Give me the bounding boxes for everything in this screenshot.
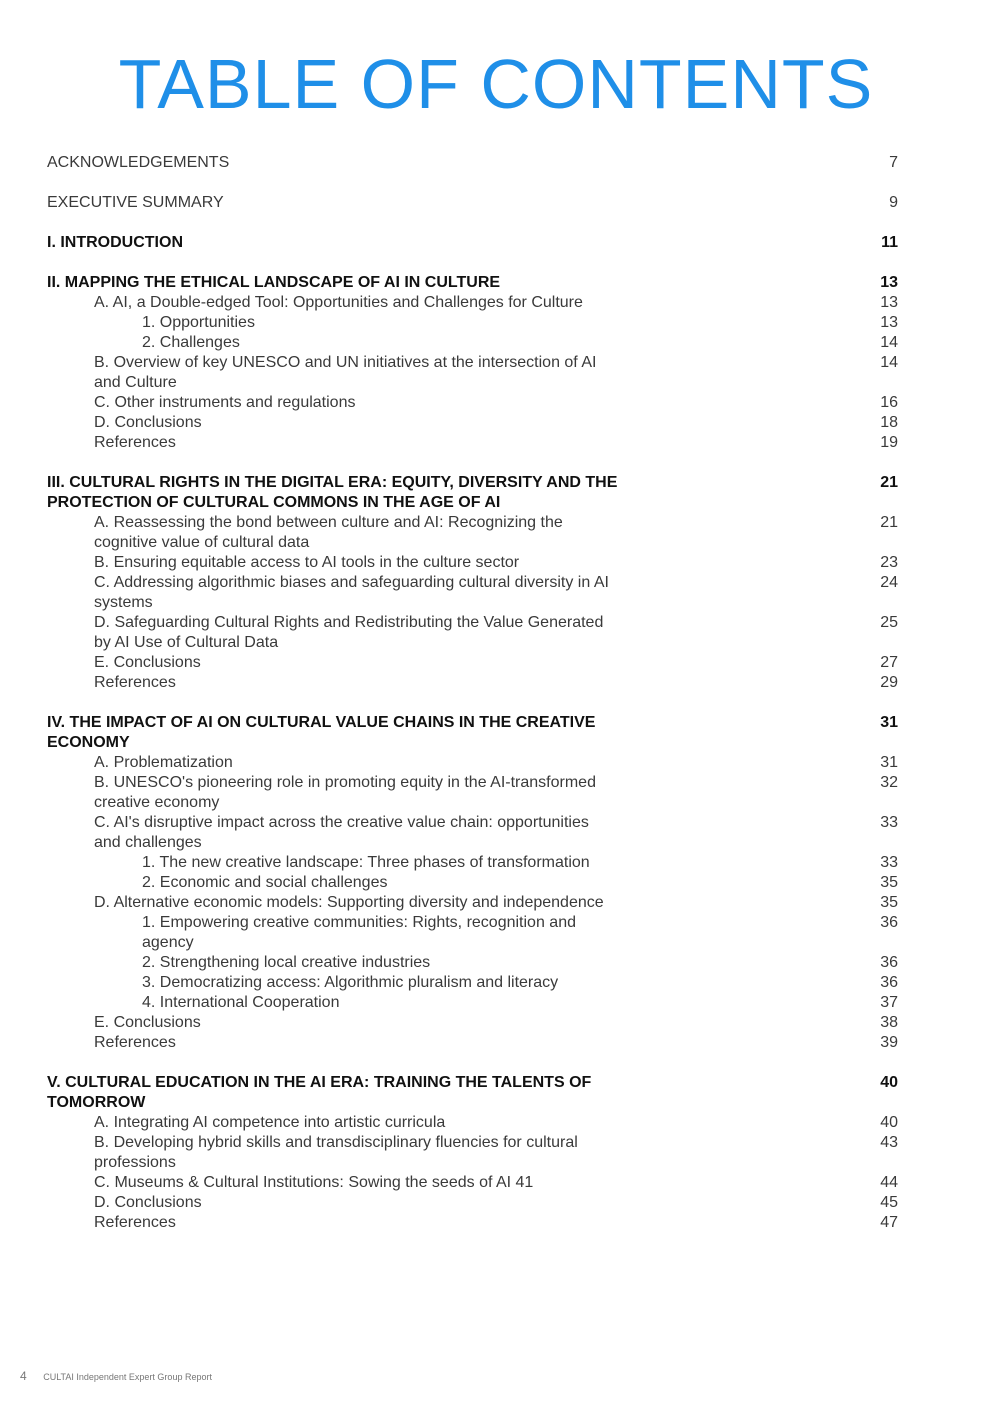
- toc-entry-text: A. Problematization: [94, 754, 233, 771]
- toc-entry[interactable]: [47, 813, 898, 853]
- toc-page-number: 14: [880, 334, 898, 351]
- toc-entry[interactable]: [47, 553, 898, 573]
- toc-page-number: 16: [880, 394, 898, 411]
- toc-page-number: 14: [880, 354, 898, 371]
- toc-entry[interactable]: [47, 473, 898, 513]
- toc-entry-title: [47, 953, 807, 973]
- toc-entry[interactable]: [47, 433, 898, 453]
- toc-entry[interactable]: [47, 1013, 898, 1033]
- toc-entry[interactable]: [47, 233, 898, 253]
- toc-entry-text: agency: [142, 934, 194, 951]
- toc-entry[interactable]: [47, 1113, 898, 1133]
- toc-entry[interactable]: [47, 913, 898, 953]
- toc-section: [47, 713, 898, 1053]
- toc-entry-title: [47, 673, 807, 693]
- toc-entry[interactable]: [47, 573, 898, 613]
- toc-page-number: 27: [880, 654, 898, 671]
- toc-page-number: 21: [880, 474, 898, 491]
- footer-report-title: CULTAI Independent Expert Group Report: [43, 1372, 212, 1382]
- toc-entry[interactable]: [47, 353, 898, 393]
- toc-entry-title: [47, 273, 807, 293]
- page-title: TABLE OF CONTENTS: [118, 45, 874, 123]
- toc-entry-title: [47, 473, 807, 513]
- toc-entry-text: 1. Empowering creative communities: Rights, recognition and: [142, 914, 576, 931]
- toc-entry-title: [47, 393, 807, 413]
- toc-entry[interactable]: [47, 1133, 898, 1173]
- toc-page-number: 23: [880, 554, 898, 571]
- toc-entry-title: [47, 313, 807, 333]
- toc-entry[interactable]: [47, 753, 898, 773]
- toc-entry-title: [47, 913, 807, 953]
- toc-page-number: 45: [880, 1194, 898, 1211]
- toc-entry[interactable]: [47, 973, 898, 993]
- toc-page-number: 38: [880, 1014, 898, 1031]
- toc-entry-text: References: [94, 1214, 176, 1231]
- toc-page-number: 40: [880, 1114, 898, 1131]
- toc-entry-text: C. Other instruments and regulations: [94, 394, 356, 411]
- toc-entry-text: creative economy: [94, 794, 220, 811]
- page-footer: [20, 1369, 212, 1383]
- toc-entry-text: ECONOMY: [47, 734, 130, 751]
- toc-entry-text: D. Alternative economic models: Supporting diversity and independence: [94, 894, 604, 911]
- toc-page-number: 25: [880, 614, 898, 631]
- table-of-contents: [47, 153, 898, 1253]
- toc-entry-text: 2. Economic and social challenges: [142, 874, 388, 891]
- toc-entry-title: [47, 973, 807, 993]
- toc-entry-text: 1. The new creative landscape: Three phases of transformation: [142, 854, 590, 871]
- toc-entry[interactable]: [47, 313, 898, 333]
- toc-entry-title: [47, 1073, 807, 1113]
- toc-page-number: 37: [880, 994, 898, 1011]
- toc-entry[interactable]: [47, 613, 898, 653]
- toc-entry-text: References: [94, 434, 176, 451]
- toc-entry-text: References: [94, 1034, 176, 1051]
- toc-entry[interactable]: [47, 273, 898, 293]
- toc-entry-text: B. UNESCO's pioneering role in promoting equity in the AI-transformed: [94, 774, 596, 791]
- toc-entry[interactable]: [47, 993, 898, 1013]
- toc-page-number: 43: [880, 1134, 898, 1151]
- toc-entry-text: professions: [94, 1154, 176, 1171]
- toc-entry[interactable]: [47, 873, 898, 893]
- toc-entry-text: and challenges: [94, 834, 202, 851]
- toc-entry[interactable]: [47, 513, 898, 553]
- toc-entry[interactable]: [47, 1213, 898, 1233]
- toc-page-number: 36: [880, 954, 898, 971]
- toc-entry-title: [47, 853, 807, 873]
- toc-entry-text: B. Overview of key UNESCO and UN initiatives at the intersection of AI: [94, 354, 597, 371]
- toc-entry-text: ACKNOWLEDGEMENTS: [47, 154, 230, 171]
- toc-page-number: 18: [880, 414, 898, 431]
- toc-entry-text: III. CULTURAL RIGHTS IN THE DIGITAL ERA: EQUITY, DIVERSITY AND THE: [47, 474, 618, 491]
- toc-entry-title: [47, 1013, 807, 1033]
- toc-entry-title: [47, 773, 807, 813]
- toc-entry-text: C. Addressing algorithmic biases and safeguarding cultural diversity in AI: [94, 574, 609, 591]
- toc-entry[interactable]: [47, 1073, 898, 1113]
- toc-entry-title: [47, 893, 807, 913]
- toc-entry-title: [47, 573, 807, 613]
- toc-entry-title: [47, 613, 807, 653]
- toc-entry-text: E. Conclusions: [94, 654, 201, 671]
- toc-entry-text: A. Reassessing the bond between culture and AI: Recognizing the: [94, 514, 563, 531]
- toc-section: [47, 193, 898, 213]
- toc-entry-text: B. Ensuring equitable access to AI tools in the culture sector: [94, 554, 520, 571]
- toc-entry[interactable]: [47, 1033, 898, 1053]
- toc-entry-text: and Culture: [94, 374, 177, 391]
- toc-page-number: 44: [880, 1174, 898, 1191]
- toc-entry-title: [47, 553, 807, 573]
- toc-page-number: 39: [880, 1034, 898, 1051]
- toc-entry-text: A. Integrating AI competence into artistic curricula: [94, 1114, 446, 1131]
- toc-entry-text: V. CULTURAL EDUCATION IN THE AI ERA: TRAINING THE TALENTS OF: [47, 1074, 592, 1091]
- toc-page-number: 13: [880, 274, 898, 291]
- toc-entry-title: [47, 293, 807, 313]
- toc-entry[interactable]: [47, 653, 898, 673]
- toc-page-number: 19: [880, 434, 898, 451]
- toc-page-number: 32: [880, 774, 898, 791]
- toc-entry-text: C. Museums & Cultural Institutions: Sowing the seeds of AI 41: [94, 1174, 534, 1191]
- toc-entry-text: 4. International Cooperation: [142, 994, 340, 1011]
- toc-page-number: 47: [880, 1214, 898, 1231]
- toc-page-number: 33: [880, 814, 898, 831]
- toc-page-number: 33: [880, 854, 898, 871]
- toc-entry[interactable]: [47, 853, 898, 873]
- toc-entry-text: B. Developing hybrid skills and transdisciplinary fluencies for cultural: [94, 1134, 578, 1151]
- toc-entry-text: C. AI's disruptive impact across the creative value chain: opportunities: [94, 814, 589, 831]
- toc-page-number: 29: [880, 674, 898, 691]
- toc-page-number: 24: [880, 574, 898, 591]
- toc-entry-title: [47, 1173, 807, 1193]
- toc-entry-title: [47, 333, 807, 353]
- toc-page-number: 35: [880, 894, 898, 911]
- toc-section: [47, 233, 898, 253]
- toc-entry-text: systems: [94, 594, 153, 611]
- toc-entry[interactable]: [47, 953, 898, 973]
- toc-entry[interactable]: [47, 673, 898, 693]
- toc-page-number: 7: [889, 154, 898, 171]
- toc-entry-title: [47, 1133, 807, 1173]
- toc-page-number: 31: [880, 754, 898, 771]
- toc-entry-title: [47, 513, 807, 553]
- toc-page-number: 31: [880, 714, 898, 731]
- toc-entry-title: [47, 1213, 807, 1233]
- toc-entry-text: 3. Democratizing access: Algorithmic pluralism and literacy: [142, 974, 559, 991]
- toc-entry-title: [47, 433, 807, 453]
- toc-page-number: 9: [889, 194, 898, 211]
- toc-entry-text: I. INTRODUCTION: [47, 234, 183, 251]
- toc-entry[interactable]: [47, 413, 898, 433]
- toc-page-number: 36: [880, 914, 898, 931]
- toc-entry[interactable]: [47, 1173, 898, 1193]
- toc-entry-title: [47, 813, 807, 853]
- toc-entry-title: [47, 1113, 807, 1133]
- toc-page-number: 40: [880, 1074, 898, 1091]
- toc-entry-text: D. Conclusions: [94, 1194, 202, 1211]
- toc-entry-text: cognitive value of cultural data: [94, 534, 310, 551]
- toc-entry[interactable]: [47, 773, 898, 813]
- toc-section: [47, 153, 898, 173]
- toc-entry-text: D. Conclusions: [94, 414, 202, 431]
- toc-entry-text: TOMORROW: [47, 1094, 146, 1111]
- toc-entry[interactable]: [47, 1193, 898, 1213]
- toc-entry-text: D. Safeguarding Cultural Rights and Redistributing the Value Generated: [94, 614, 604, 631]
- toc-entry-text: 1. Opportunities: [142, 314, 255, 331]
- toc-section: [47, 273, 898, 453]
- toc-page-number: 35: [880, 874, 898, 891]
- toc-entry-title: [47, 993, 807, 1013]
- toc-entry-title: [47, 413, 807, 433]
- toc-section: [47, 473, 898, 693]
- toc-entry-title: [47, 873, 807, 893]
- toc-entry-text: IV. THE IMPACT OF AI ON CULTURAL VALUE CHAINS IN THE CREATIVE: [47, 714, 596, 731]
- toc-entry-text: 2. Challenges: [142, 334, 240, 351]
- toc-entry-text: E. Conclusions: [94, 1014, 201, 1031]
- toc-entry-text: 2. Strengthening local creative industries: [142, 954, 431, 971]
- toc-entry-text: References: [94, 674, 176, 691]
- toc-page-number: 11: [881, 234, 898, 251]
- toc-entry-title: [47, 713, 807, 753]
- toc-entry[interactable]: [47, 893, 898, 913]
- toc-entry[interactable]: [47, 333, 898, 353]
- toc-entry[interactable]: [47, 293, 898, 313]
- toc-entry-title: [47, 353, 807, 393]
- toc-page-number: 13: [880, 314, 898, 331]
- toc-entry-text: A. AI, a Double-edged Tool: Opportunities and Challenges for Culture: [94, 294, 583, 311]
- toc-entry-title: [47, 193, 807, 213]
- toc-section: [47, 1073, 898, 1233]
- toc-entry-title: [47, 753, 807, 773]
- toc-entry[interactable]: [47, 713, 898, 753]
- toc-entry-title: [47, 653, 807, 673]
- toc-entry-text: PROTECTION OF CULTURAL COMMONS IN THE AGE OF AI: [47, 494, 501, 511]
- toc-entry[interactable]: [47, 153, 898, 173]
- toc-entry-text: by AI Use of Cultural Data: [94, 634, 279, 651]
- toc-entry[interactable]: [47, 393, 898, 413]
- toc-entry-title: [47, 153, 807, 173]
- toc-page-number: 21: [880, 514, 898, 531]
- toc-page-number: 13: [880, 294, 898, 311]
- toc-entry-title: [47, 1033, 807, 1053]
- toc-entry-text: II. MAPPING THE ETHICAL LANDSCAPE OF AI IN CULTURE: [47, 274, 501, 291]
- toc-entry-text: EXECUTIVE SUMMARY: [47, 194, 224, 211]
- footer-page-number: 4: [20, 1369, 27, 1383]
- toc-page-number: 36: [880, 974, 898, 991]
- toc-entry-title: [47, 233, 807, 253]
- toc-entry[interactable]: [47, 193, 898, 213]
- toc-entry-title: [47, 1193, 807, 1213]
